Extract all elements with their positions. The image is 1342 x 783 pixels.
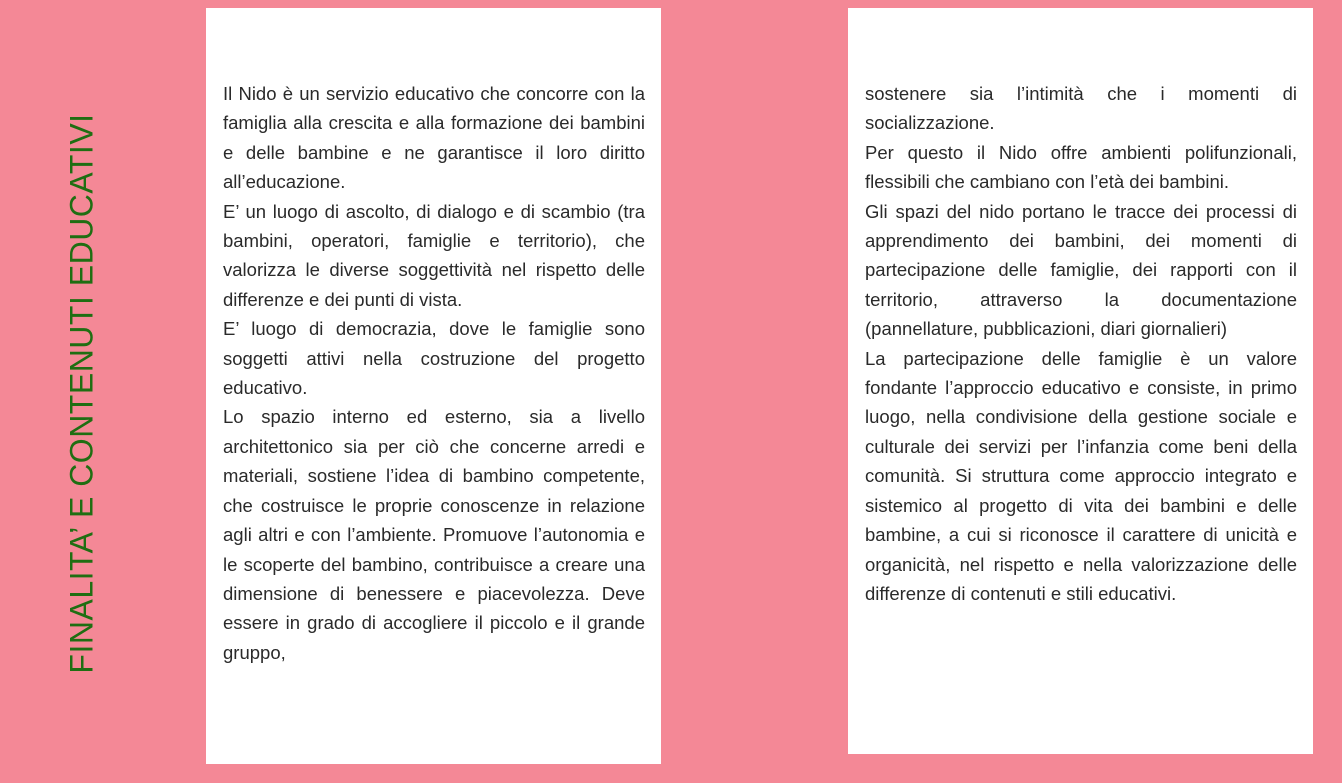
right-paragraph-4: La partecipazione delle famiglie è un valore fondante l’approccio educativo e consiste, in primo luogo, nella condivisione della gestione sociale e culturale dei servizi per l’infanzia come beni della comunità. Si struttura come approccio integrato e sistemico al progetto di vita dei bambini e delle bambine, a cui si riconosce il carattere di unicità e organicità, nel rispetto e nella valorizzazione delle differenze di contenuti e stili educativi. [865,347,1297,604]
page-title: FINALITA’ E CONTENUTI EDUCATIVI [63,112,100,674]
left-paragraph-3: E’ luogo di democrazia, dove le famiglie sono soggetti attivi nella costruzione del progetto educativo. [223,318,645,399]
page-title-container [56,100,108,686]
left-text-panel [206,8,661,764]
right-text-panel [848,8,1313,754]
left-paragraph-1: Il Nido è un servizio educativo che concorre con la famiglia alla crescita e alla formazione dei bambini e delle bambine e ne garantisce il loro diritto all’educazione. [223,83,645,193]
left-paragraph-4: Lo spazio interno ed esterno, sia a livello architettonico sia per ciò che concerne arredi e materiali, sostiene l’idea di bambino competente, che costruisce le proprie conoscenze in relazione agli altri e con l’ambiente. Promuove l’autonomia e le scoperte del bambino, contribuisce a creare una dimensione di benessere e piacevolezza. Deve essere in grado di accogliere il piccolo e il grande gruppo, [223,406,645,663]
right-paragraph-2: Per questo il Nido offre ambienti polifunzionali, flessibili che cambiano con l’età dei bambini. [865,141,1297,193]
right-paragraph-3: Gli spazi del nido portano le tracce dei processi di apprendimento dei bambini, dei momenti di partecipazione delle famiglie, dei rapporti con il territorio, attraverso la documentazione (pannellature, pubblicazioni, diari giornalieri) [865,200,1297,340]
left-paragraph-2: E’ un luogo di ascolto, di dialogo e di scambio (tra bambini, operatori, famiglie e territorio), che valorizza le diverse soggettività nel rispetto delle differenze e dei punti di vista. [223,200,645,310]
right-paragraph-1: sostenere sia l’intimità che i momenti di socializzazione. [865,83,1297,134]
